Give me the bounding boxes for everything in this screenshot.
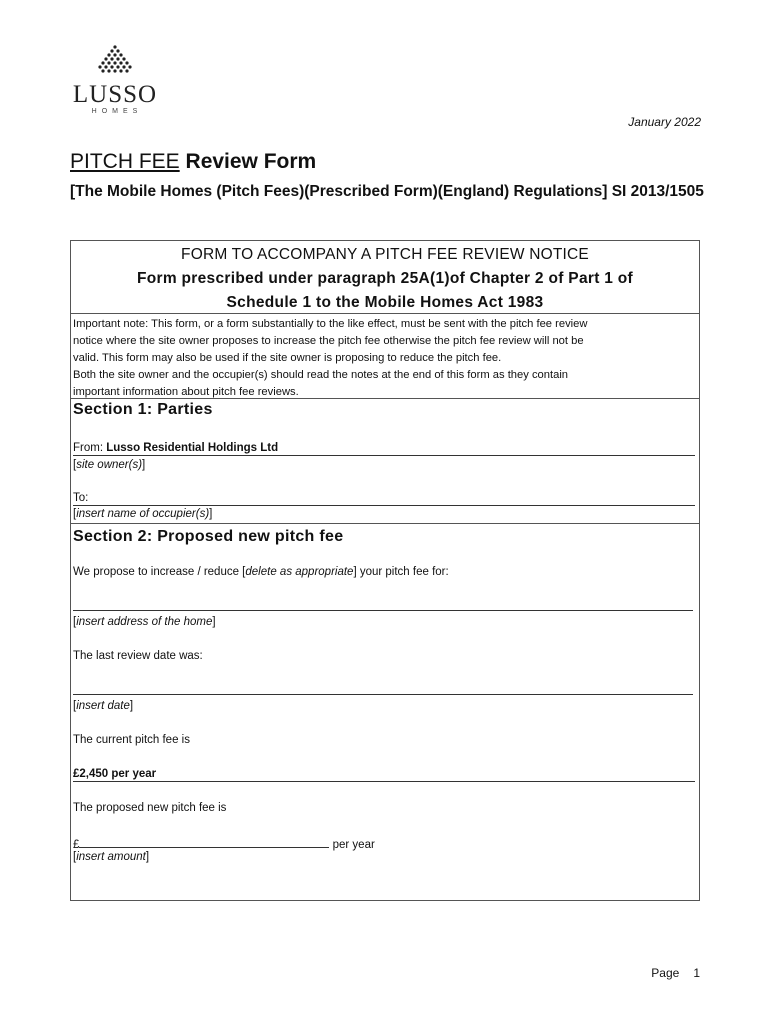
diamond-lattice-icon: [95, 44, 135, 78]
from-label: From:: [73, 442, 107, 454]
brand-subname: HOMES: [91, 108, 143, 115]
form-header: [71, 241, 699, 314]
from-row: [73, 441, 695, 456]
per-year-label: per year: [329, 839, 375, 851]
form-header-line3: Schedule 1 to the Mobile Homes Act 1983: [226, 294, 544, 311]
form-header-line2: Form prescribed under paragraph 25A(1)of Chapter 2 of Part 1 of: [136, 270, 634, 287]
from-hint: [site owner(s)]: [73, 459, 146, 471]
amount-hint: [insert amount]: [73, 851, 150, 863]
section1-title: Section 1: Parties: [73, 401, 213, 418]
pitch-fee-form: [70, 240, 700, 901]
current-fee-label: The current pitch fee is: [73, 734, 190, 746]
form-header-line1: FORM TO ACCOMPANY A PITCH FEE REVIEW NOTICE: [181, 246, 589, 263]
propose-text: We propose to increase / reduce [delete as appropriate] your pitch fee for:: [73, 566, 449, 578]
title-pitch-fee: PITCH FEE: [70, 150, 180, 173]
brand-name: LUSSO: [72, 81, 158, 108]
to-field[interactable]: [73, 491, 695, 506]
to-hint: [insert name of occupier(s)]: [73, 508, 213, 520]
from-field[interactable]: [73, 441, 695, 456]
date-hint: [insert date]: [73, 700, 134, 712]
important-note: [71, 314, 699, 399]
proposed-fee-field[interactable]: [79, 835, 329, 848]
note-line: valid. This form may also be used if the site owner is proposing to reduce the pitch fee.: [73, 352, 502, 364]
lusso-logo: [70, 44, 160, 115]
pound-sign: £: [73, 839, 80, 851]
to-row: [73, 491, 695, 506]
section-proposed-fee: [71, 524, 699, 901]
to-label: To:: [73, 492, 89, 504]
proposed-fee-row: [73, 835, 393, 851]
from-value: Lusso Residential Holdings Ltd: [106, 442, 279, 454]
page-label: Page: [651, 966, 680, 980]
page-title: [70, 150, 316, 174]
document-date: January 2022: [628, 115, 701, 129]
page-footer: [637, 966, 700, 980]
last-review-date-field[interactable]: [73, 694, 693, 695]
last-review-label: The last review date was:: [73, 650, 203, 662]
address-field[interactable]: [73, 610, 693, 611]
proposed-fee-label: The proposed new pitch fee is: [73, 802, 227, 814]
regulation-reference: [The Mobile Homes (Pitch Fees)(Prescribed Form)(England) Regulations] SI 2013/1505: [70, 183, 704, 200]
note-line: notice where the site owner proposes to increase the pitch fee otherwise the pitch fee review will not be: [73, 335, 584, 347]
address-hint: [insert address of the home]: [73, 616, 216, 628]
section-parties: [71, 399, 699, 524]
current-fee-value[interactable]: £2,450 per year: [73, 767, 695, 782]
note-line: important information about pitch fee reviews.: [73, 386, 299, 398]
title-rest: Review Form: [179, 150, 317, 173]
page-number: 1: [693, 966, 700, 980]
note-line: Both the site owner and the occupier(s) should read the notes at the end of this form as they contain: [73, 369, 569, 381]
note-line: Important note: This form, or a form substantially to the like effect, must be sent with the pitch fee review: [73, 318, 588, 330]
section2-title: Section 2: Proposed new pitch fee: [73, 528, 344, 545]
current-fee-row: [73, 767, 695, 782]
